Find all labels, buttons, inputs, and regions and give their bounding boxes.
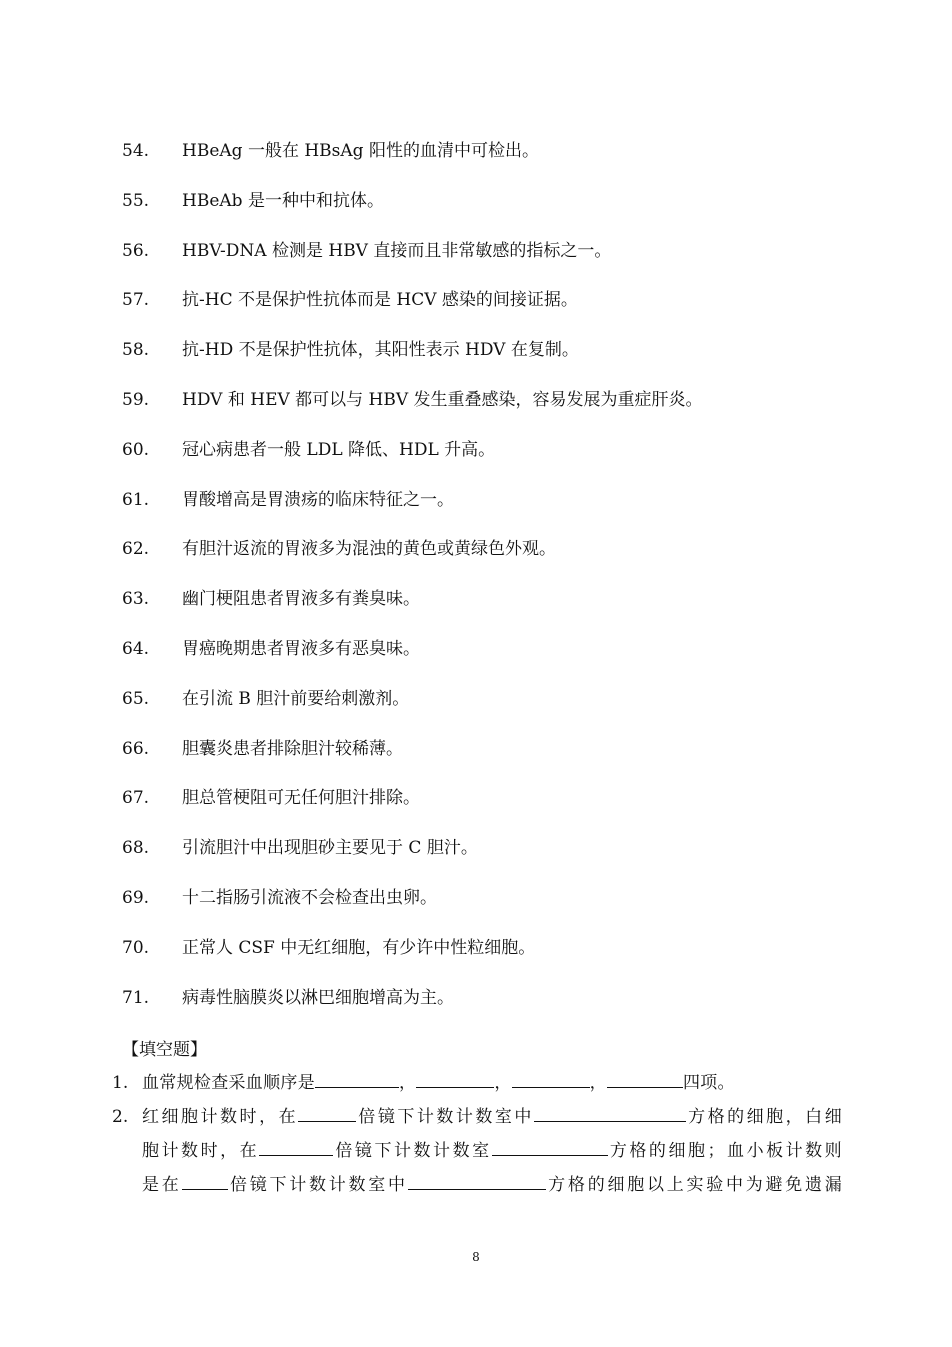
list-item — [122, 635, 882, 685]
question-text: 是在 — [142, 1175, 182, 1195]
item-text: 冠心病患者一般 LDL 降低、HDL 升高。 — [182, 439, 496, 460]
list-item — [122, 784, 882, 834]
list-item — [122, 535, 882, 585]
item-number: 59. — [122, 389, 150, 410]
answer-blank[interactable] — [416, 1067, 494, 1088]
question-body — [142, 1100, 842, 1202]
question-line — [142, 1100, 842, 1134]
question-text: 四项。 — [682, 1073, 735, 1093]
item-number: 62. — [122, 539, 150, 560]
item-text: HDV 和 HEV 都可以与 HBV 发生重叠感染，容易发展为重症肝炎。 — [182, 389, 703, 410]
item-text: 胆总管梗阻可无任何胆汁排除。 — [182, 788, 420, 809]
item-text: 抗-HD 不是保护性抗体，其阳性表示 HDV 在复制。 — [182, 340, 579, 361]
list-item — [122, 834, 882, 884]
list-item — [122, 386, 882, 436]
list-item — [122, 486, 882, 536]
question-text: 红细胞计数时，在 — [142, 1107, 299, 1127]
question-body — [142, 1066, 842, 1100]
list-item — [122, 237, 882, 287]
question-text: 倍镜下计数计数室中 — [227, 1175, 408, 1195]
item-number: 57. — [122, 290, 150, 311]
separator: ， — [589, 1073, 607, 1093]
item-number: 64. — [122, 638, 150, 659]
item-text: 在引流 B 胆汁前要给刺激剂。 — [182, 688, 410, 709]
question-text: 血常规检查采血顺序是 — [142, 1073, 315, 1093]
list-item — [122, 685, 882, 735]
list-item — [122, 585, 882, 635]
item-number: 68. — [122, 838, 150, 859]
list-item — [122, 934, 882, 984]
answer-blank[interactable] — [408, 1169, 546, 1190]
item-text: 胃酸增高是胃溃疡的临床特征之一。 — [182, 489, 454, 510]
item-text: 引流胆汁中出现胆砂主要见于 C 胆汁。 — [182, 838, 478, 859]
list-item — [122, 187, 882, 237]
question-number: 1. — [112, 1073, 129, 1093]
answer-blank[interactable] — [298, 1101, 356, 1122]
item-text: HBV-DNA 检测是 HBV 直接而且非常敏感的指标之一。 — [182, 240, 612, 261]
answer-blank[interactable] — [492, 1135, 608, 1156]
list-item — [122, 137, 882, 187]
section-title: 【填空题】 — [122, 1040, 207, 1060]
item-text: 幽门梗阻患者胃液多有粪臭味。 — [182, 589, 420, 610]
item-number: 58. — [122, 340, 150, 361]
question-text: 胞计数时，在 — [142, 1141, 260, 1161]
item-number: 66. — [122, 738, 150, 759]
item-number: 67. — [122, 788, 150, 809]
page-number: 8 — [472, 1250, 480, 1264]
answer-blank[interactable] — [315, 1067, 399, 1088]
list-item — [122, 735, 882, 785]
answer-blank[interactable] — [512, 1067, 590, 1088]
item-number: 65. — [122, 688, 150, 709]
item-text: 胃癌晚期患者胃液多有恶臭味。 — [182, 638, 420, 659]
question-text: 倍镜下计数计数室 — [333, 1141, 492, 1161]
item-text: 十二指肠引流液不会检查出虫卵。 — [182, 887, 437, 908]
item-text: 抗-HC 不是保护性抗体而是 HCV 感染的间接证据。 — [182, 290, 578, 311]
question-1 — [112, 1066, 842, 1100]
list-item — [122, 984, 882, 1034]
list-item — [122, 336, 882, 386]
answer-blank[interactable] — [534, 1101, 686, 1122]
item-text: 正常人 CSF 中无红细胞，有少许中性粒细胞。 — [182, 937, 536, 958]
question-text: 倍镜下计数计数室中 — [356, 1107, 534, 1127]
item-number: 56. — [122, 240, 150, 261]
question-line — [142, 1066, 842, 1100]
item-number: 54. — [122, 141, 150, 161]
item-number: 69. — [122, 887, 150, 908]
item-number: 71. — [122, 987, 150, 1008]
item-text: HBeAb 是一种中和抗体。 — [182, 190, 384, 211]
item-number: 55. — [122, 190, 150, 211]
question-line — [142, 1134, 842, 1168]
item-text: 病毒性脑膜炎以淋巴细胞增高为主。 — [182, 987, 454, 1008]
list-item — [122, 286, 882, 336]
item-number: 70. — [122, 937, 150, 958]
question-text: 方格的细胞，白细 — [685, 1107, 842, 1127]
separator: ， — [399, 1073, 417, 1093]
item-text: HBeAg 一般在 HBsAg 阳性的血清中可检出。 — [182, 141, 539, 161]
item-number: 63. — [122, 589, 150, 610]
list-item — [122, 884, 882, 934]
item-text: 胆囊炎患者排除胆汁较稀薄。 — [182, 738, 403, 759]
answer-blank[interactable] — [182, 1169, 228, 1190]
answer-blank[interactable] — [607, 1067, 683, 1088]
question-text: 方格的细胞；血小板计数则 — [607, 1141, 842, 1161]
question-number: 2. — [112, 1107, 129, 1127]
item-number: 61. — [122, 489, 150, 510]
separator: ， — [494, 1073, 512, 1093]
question-2 — [112, 1100, 842, 1202]
question-text: 方格的细胞以上实验中为避免遗漏 — [545, 1175, 843, 1195]
item-text: 有胆汁返流的胃液多为混浊的黄色或黄绿色外观。 — [182, 539, 556, 560]
list-item — [122, 436, 882, 486]
true-false-list — [122, 137, 882, 1033]
item-number: 60. — [122, 439, 150, 460]
question-line — [142, 1168, 842, 1202]
answer-blank[interactable] — [259, 1135, 333, 1156]
fill-in-section — [112, 1066, 842, 1202]
